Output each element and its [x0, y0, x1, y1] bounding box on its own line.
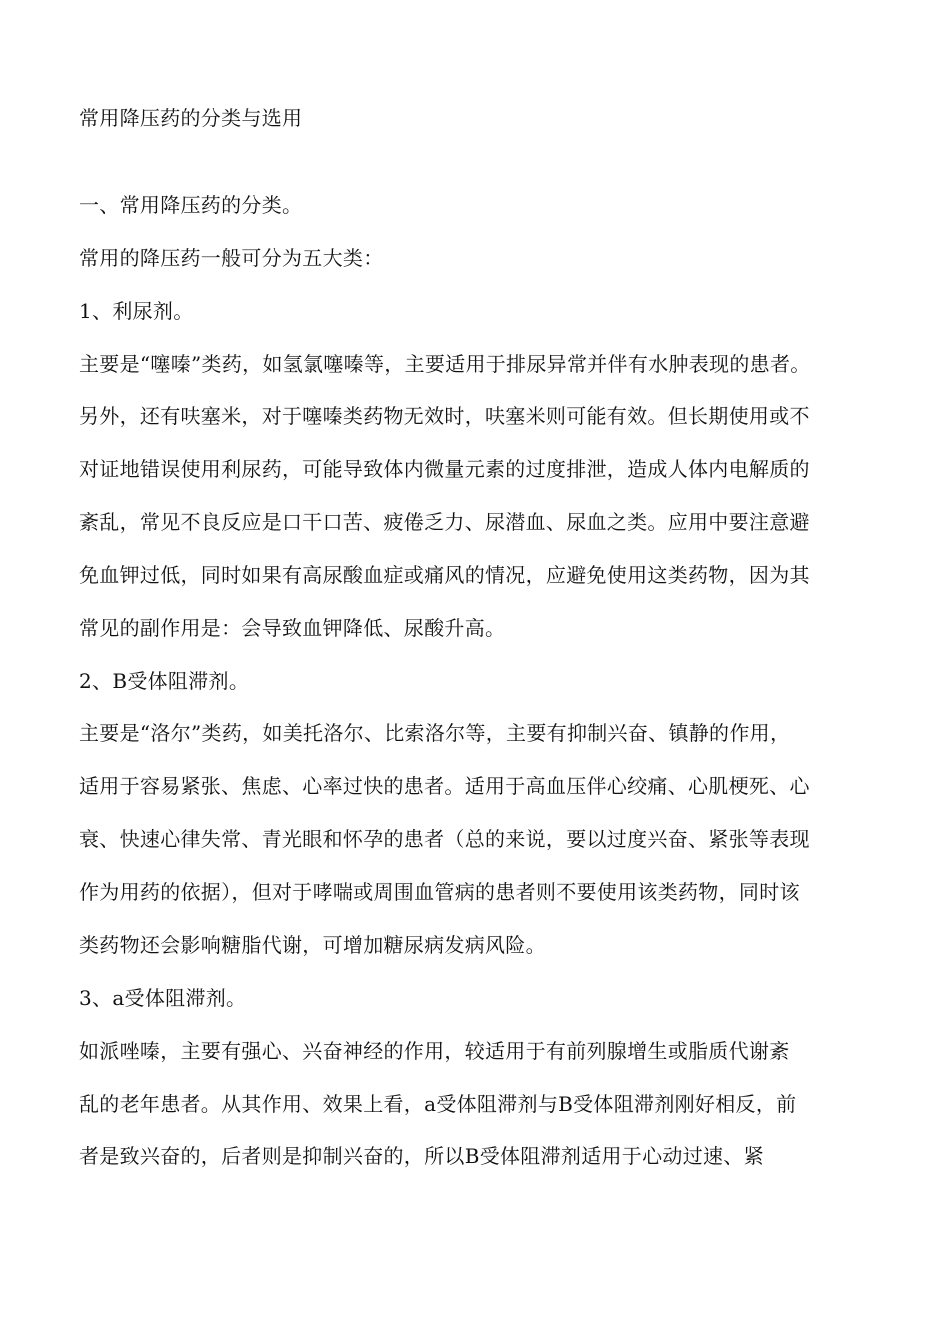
item2-line: 适用于容易紧张、焦虑、心率过快的患者。适用于高血压伴心绞痛、心肌梗死、心: [79, 774, 810, 798]
item2-line: 类药物还会影响糖脂代谢，可增加糖尿病发病风险。: [79, 933, 546, 957]
item1-line: 对证地错误使用利尿药，可能导致体内微量元素的过度排泄，造成人体内电解质的: [79, 457, 810, 481]
item1-line: 紊乱，常见不良反应是口干口苦、疲倦乏力、尿潜血、尿血之类。应用中要注意避: [79, 510, 810, 534]
item3-line: 乱的老年患者。从其作用、效果上看，a受体阻滞剂与B受体阻滞剂刚好相反，前: [79, 1092, 797, 1116]
item2-line: 主要是“洛尔”类药，如美托洛尔、比索洛尔等，主要有抑制兴奋、镇静的作用，: [79, 721, 791, 745]
document-title: 常用降压药的分类与选用: [79, 106, 303, 130]
item1-line: 常见的副作用是：会导致血钾降低、尿酸升高。: [79, 616, 506, 640]
item1-line: 免血钾过低，同时如果有高尿酸血症或痛风的情况，应避免使用这类药物，因为其: [79, 563, 810, 587]
item3-line: 者是致兴奋的，后者则是抑制兴奋的，所以B受体阻滞剂适用于心动过速、紧: [79, 1144, 764, 1168]
item2-line: 衰、快速心律失常、青光眼和怀孕的患者（总的来说，要以过度兴奋、紧张等表现: [79, 827, 810, 851]
item3-line: 如派唑嗪，主要有强心、兴奋神经的作用，较适用于有前列腺增生或脂质代谢紊: [79, 1039, 790, 1063]
item1-line: 主要是“噻嗪”类药，如氢氯噻嗪等，主要适用于排尿异常并伴有水肿表现的患者。: [79, 352, 811, 376]
intro-paragraph: 常用的降压药一般可分为五大类：: [79, 246, 384, 270]
section-heading: 一、常用降压药的分类。: [79, 193, 303, 217]
item2-heading: 2、B受体阻滞剂。: [79, 669, 250, 693]
item3-heading: 3、a受体阻滞剂。: [79, 986, 247, 1010]
item1-heading: 1、利尿剂。: [79, 299, 194, 323]
item1-line: 另外，还有呋塞米，对于噻嗪类药物无效时，呋塞米则可能有效。但长期使用或不: [79, 404, 810, 428]
item2-line: 作为用药的依据），但对于哮喘或周围血管病的患者则不要使用该类药物，同时该: [79, 880, 800, 904]
